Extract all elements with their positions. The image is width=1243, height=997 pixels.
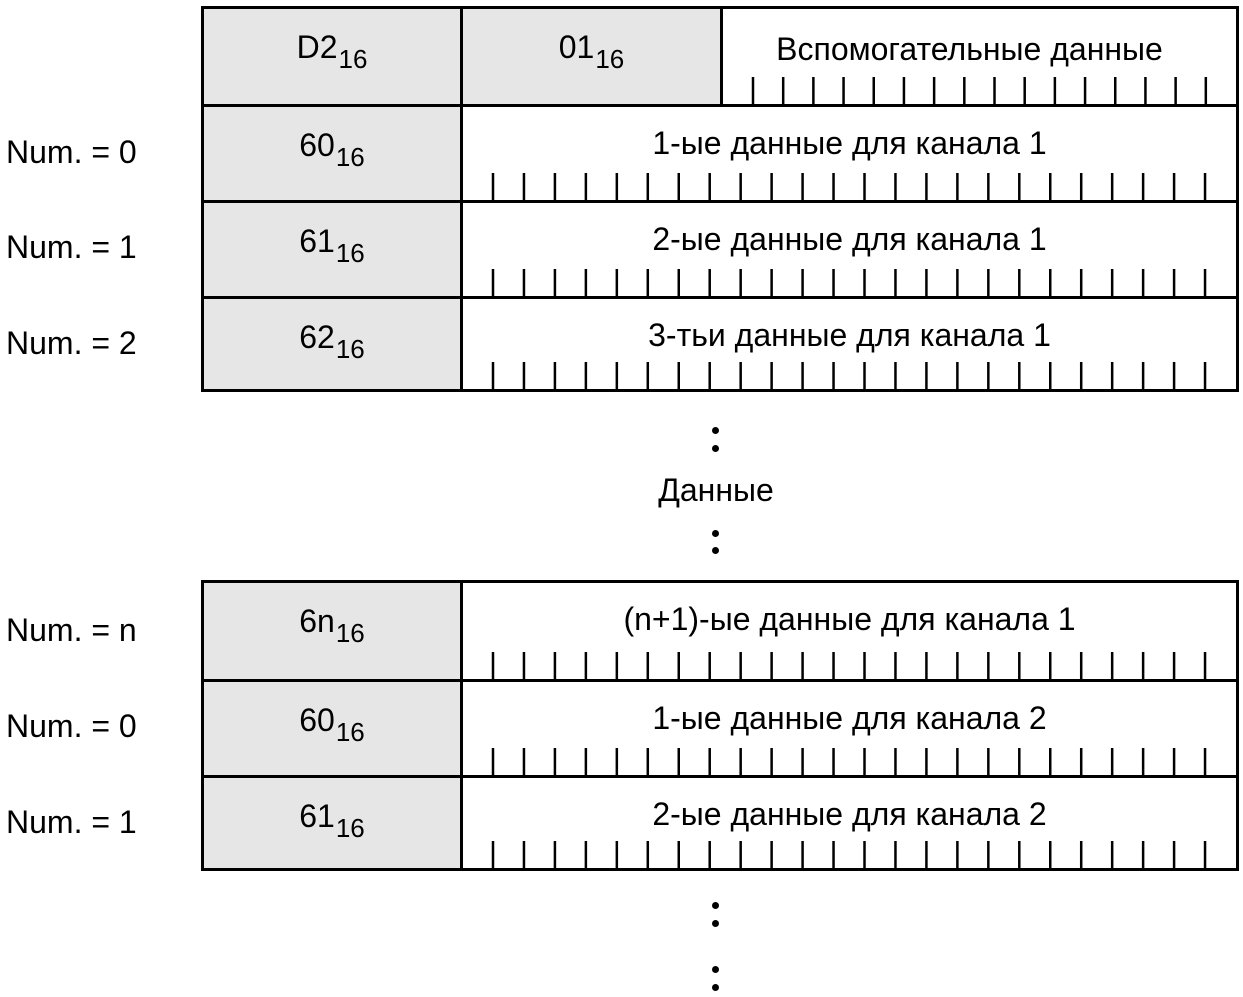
- header-code2-cell: [460, 9, 720, 104]
- data-row: [204, 200, 1236, 296]
- ellipsis-dot: [712, 920, 719, 927]
- row-code-cell: [204, 583, 460, 679]
- bit-ticks: [463, 359, 1236, 389]
- row-data-cell: [460, 583, 1236, 679]
- data-row: [204, 679, 1236, 775]
- row-data-label: 2-ые данные для канала 1: [652, 221, 1047, 257]
- row-code: $6n_{16}$: [299, 603, 365, 648]
- row-num-label: Num. = n: [6, 612, 137, 648]
- data-gap-label: Данные: [658, 472, 774, 508]
- ellipsis-dot: [712, 427, 719, 434]
- data-row: [204, 296, 1236, 389]
- row-code-cell: [204, 107, 460, 200]
- bit-ticks: [463, 266, 1236, 296]
- bit-ticks: [723, 74, 1236, 104]
- row-code: $60_{16}$: [299, 127, 365, 172]
- row-code: $62_{16}$: [299, 319, 365, 364]
- row-data-label: 1-ые данные для канала 1: [652, 125, 1047, 161]
- aux-data-label: Вспомогательные данные: [776, 31, 1163, 67]
- data-row: [204, 104, 1236, 200]
- ellipsis-dot: [712, 547, 719, 554]
- header-code: $D2_{16}$: [296, 29, 368, 74]
- row-code-cell: [204, 299, 460, 389]
- row-data-cell: [460, 107, 1236, 200]
- row-data-label: 1-ые данные для канала 2: [652, 700, 1047, 736]
- row-data-cell: [460, 299, 1236, 389]
- bit-ticks: [463, 649, 1236, 679]
- ellipsis-dot: [712, 902, 719, 909]
- row-code: $60_{16}$: [299, 702, 365, 747]
- row-data-label: 3-тьи данные для канала 1: [648, 317, 1051, 353]
- row-data-cell: [460, 203, 1236, 296]
- data-row: [204, 583, 1236, 679]
- ellipsis-dot: [712, 966, 719, 973]
- frame-table-top: [201, 6, 1239, 392]
- row-data-cell: [460, 778, 1236, 868]
- ellipsis-dot: [712, 530, 719, 537]
- aux-data-cell: [720, 9, 1236, 104]
- bit-ticks: [463, 170, 1236, 200]
- row-data-label: 2-ые данные для канала 2: [652, 796, 1047, 832]
- row-code-cell: [204, 203, 460, 296]
- header-code-cell: [204, 9, 460, 104]
- header-code2: $01_{16}$: [558, 29, 625, 74]
- row-code: $61_{16}$: [299, 223, 365, 268]
- bit-ticks: [463, 838, 1236, 868]
- row-code-cell: [204, 682, 460, 775]
- ellipsis-dot: [712, 445, 719, 452]
- row-num-label: Num. = 0: [6, 134, 137, 170]
- row-num-label: Num. = 0: [6, 708, 137, 744]
- row-code-cell: [204, 778, 460, 868]
- bit-ticks: [463, 745, 1236, 775]
- frame-table-bottom: [201, 580, 1239, 871]
- row-num-label: Num. = 1: [6, 229, 137, 265]
- row-num-label: Num. = 2: [6, 325, 137, 361]
- row-num-label: Num. = 1: [6, 804, 137, 840]
- data-row: [204, 775, 1236, 868]
- ellipsis-dot: [712, 984, 719, 991]
- row-data-cell: [460, 682, 1236, 775]
- row-code: $61_{16}$: [299, 798, 365, 843]
- header-row: [204, 9, 1236, 104]
- row-data-label: (n+1)-ые данные для канала 1: [623, 601, 1076, 637]
